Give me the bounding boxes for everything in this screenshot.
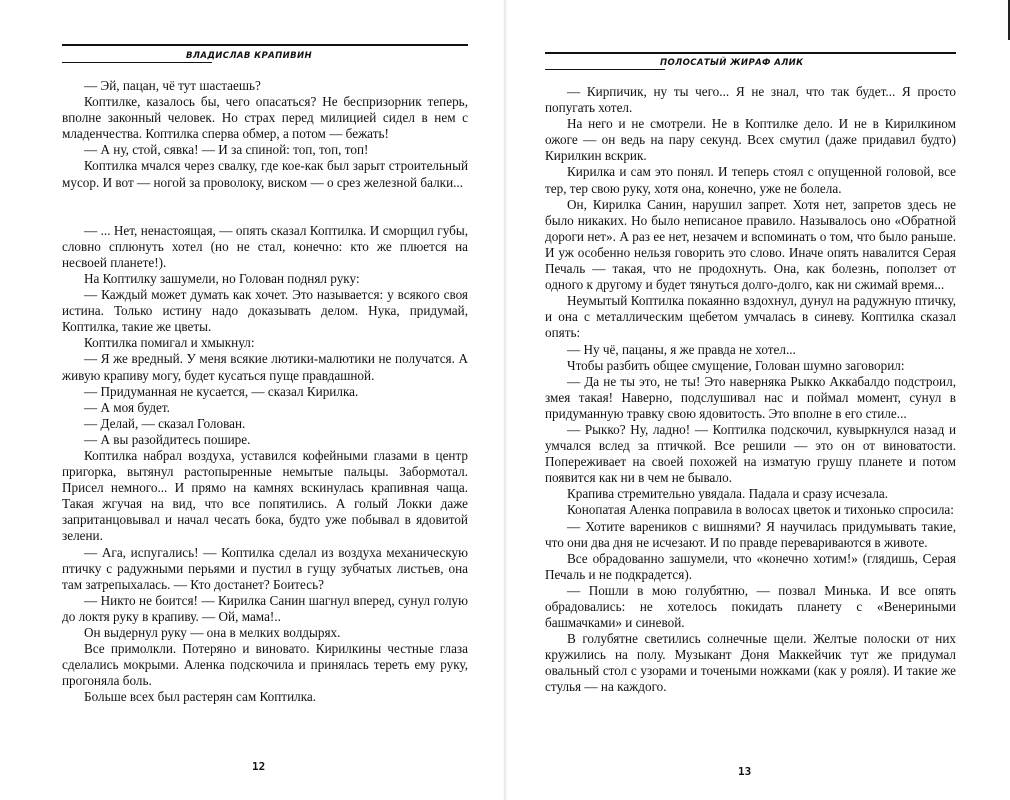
paragraph: — А вы разойдитесь пошире. [84,431,251,447]
paragraph: Все обрадованно зашумели, что «конечно хотим!» (глядишь, Серая Печаль и не подкрадется). [545,550,956,582]
paragraph: — А ну, стой, сявка! — И за спиной: топ, топ, топ! [84,142,369,158]
paragraph: — Да не ты это, не ты! Это наверняка Рыкко Аккабалдо подстроил, змея такая! Наверно, подслушивал нас и поймал момент, сунул в придуманную травку свою ядовитость. Это вполне в его стиле... [545,373,956,421]
header-rule [62,44,468,46]
page-number: 12 [252,760,266,773]
paragraph: Конопатая Аленка поправила в волосах цветок и тихонько спросила: [567,502,954,518]
paragraph: — Рыкко? Ну, ладно! — Коптилка подскочил, кувыркнулся назад и умчался вслед за птичкой. Все решили — это он от виноватости. Попереживает на своей похожей на изматую грушу планете и потом появится как ни в чем не бывало. [545,421,956,486]
paragraph: Коптилка мчался через свалку, где кое-как был зарыт строительный мусор. И вот — ногой за проволоку, виском — о срез железной балки... [62,158,468,190]
paragraph: — Делай, — сказал Голован. [84,415,246,431]
paragraph: Коптилке, казалось бы, чего опасаться? Не беспризорник теперь, вполне законный человек. Но страх перед милицией сидел в нем с младенчества. Коптилка сперва обмер, а потом — бежать! [62,94,468,142]
paragraph: Он выдернул руку — она в мелких волдырях. [84,625,341,640]
header-rule [545,52,956,54]
paragraph: — Каждый может думать как хочет. Это называется: у всякого своя истина. Только истину надо доказывать делом. Нука, придумай, Коптилка, такие же цветы. [62,287,468,335]
paragraph: Все примолкли. Потеряно и виновато. Кирилкины честные глаза сделались мокрыми. Аленка подскочила и принялась тереть ему руку, прогоняла боль. [62,641,468,689]
paragraph: Кирилка и сам это понял. И теперь стоял с опущенной головой, все тер, тер свою руку, хотя она, конечно, уже не болела. [545,164,956,196]
paragraph: На него и не смотрели. Не в Коптилке дело. И не в Кирилкином ожоге — он ведь на пару секунд. Всех смутил (даже придавил будто) Кирилкин вскрик. [545,116,956,164]
paragraph: Коптилка набрал воздуха, уставился кофейными глазами в центр пригорка, вытянул растопыренные немытые пальцы. Забормотал. Присел немного... И прямо на камнях вскинулась крапивная чаща. Такая жгучая на вид, что все попятились. А голый Локки даже запританцовывал и начал чесать бока, будто уже побывал в ядовитой зелени. [62,447,468,544]
page-number: 13 [738,765,752,778]
paragraph: — Хотите вареников с вишнями? Я научилась придумывать такие, что они два дня не исчезают. И по правде перевариваются в животе. [545,518,956,550]
header-underline [545,69,665,70]
paragraph: — Эй, пацан, чё тут шастаешь? [84,78,261,93]
running-head: ВЛАДИСЛАВ КРАПИВИН [186,51,313,61]
right-page [505,0,1010,800]
paragraph: — Ну чё, пацаны, я же правда не хотел... [567,341,796,357]
paragraph: На Коптилку зашумели, но Голован поднял руку: [84,270,360,286]
paragraph: — Придуманная не кусается, — сказал Кирилка. [84,383,359,399]
running-head: ПОЛОСАТЫЙ ЖИРАФ АЛИК [660,58,804,68]
paragraph: — А моя будет. [84,399,170,415]
paragraph: — Никто не боится! — Кирилка Санин шагнул вперед, сунул голую до локтя руку в крапиву. — Ой, мама!.. [62,592,468,624]
paragraph: Больше всех был растерян сам Коптилка. [84,689,317,705]
left-page-text [62,78,468,705]
paragraph: Крапива стремительно увядала. Падала и сразу исчезала. [567,486,889,502]
paragraph: Коптилка помигал и хмыкнул: [84,335,255,351]
paragraph: В голубятне светились солнечные щели. Желтые полоски от них кружились на полу. Музыкант Доня Маккейчик тут же придумал овальный стол с узорами и точеными ножками (как у рояля). И такие же стулья — на каждого. [545,631,956,695]
right-page-text [545,84,956,696]
paragraph: — Кирпичик, ну ты чего... Я не знал, что так будет... Я просто попугать хотел. [545,84,956,116]
paragraph: Он, Кирилка Санин, нарушил запрет. Хотя нет, запретов здесь не было никаких. Но было неписаное правило. Называлось оно «Обратной дороги нет». А раз ее нет, незачем и вспоминать о том, что было раньше. И уж особенно нельзя говорить это слово. Иначе опять навалится Серая Печаль — такая, что не продохнуть. Она, как болезнь, поползет от одного к другому и будет тянуться долго-долго, как ни сжимай время... [545,196,956,293]
paragraph: Неумытый Коптилка покаянно вздохнул, дунул на радужную птичку, и она с металлическим щебетом умчалась в синеву. Коптилка сказал опять: [545,293,956,341]
paragraph: — Ага, испугались! — Коптилка сделал из воздуха механическую птичку с радужными перьями и пустил в гущу зубчатых листьев, она там затрепыхалась. — Кто достанет? Боитесь? [62,544,468,592]
paragraph: — Пошли в мою голубятню, — позвал Минька. И все опять обрадовались: не хотелось покидать планету с «Венериными башмачками» и синевой. [545,582,956,631]
paragraph: — ... Нет, ненастоящая, — опять сказал Коптилка. И сморщил губы, словно сплюнуть хотел (но не стал, конечно: кто же плюется на несвоей планете!). [62,222,468,270]
paragraph: — Я же вредный. У меня всякие лютики-малютики не получатся. А живую крапиву могу, будет кусаться пуще правдашной. [62,351,468,383]
header-underline [62,62,212,63]
paragraph: Чтобы разбить общее смущение, Голован шумно заговорил: [567,357,905,373]
